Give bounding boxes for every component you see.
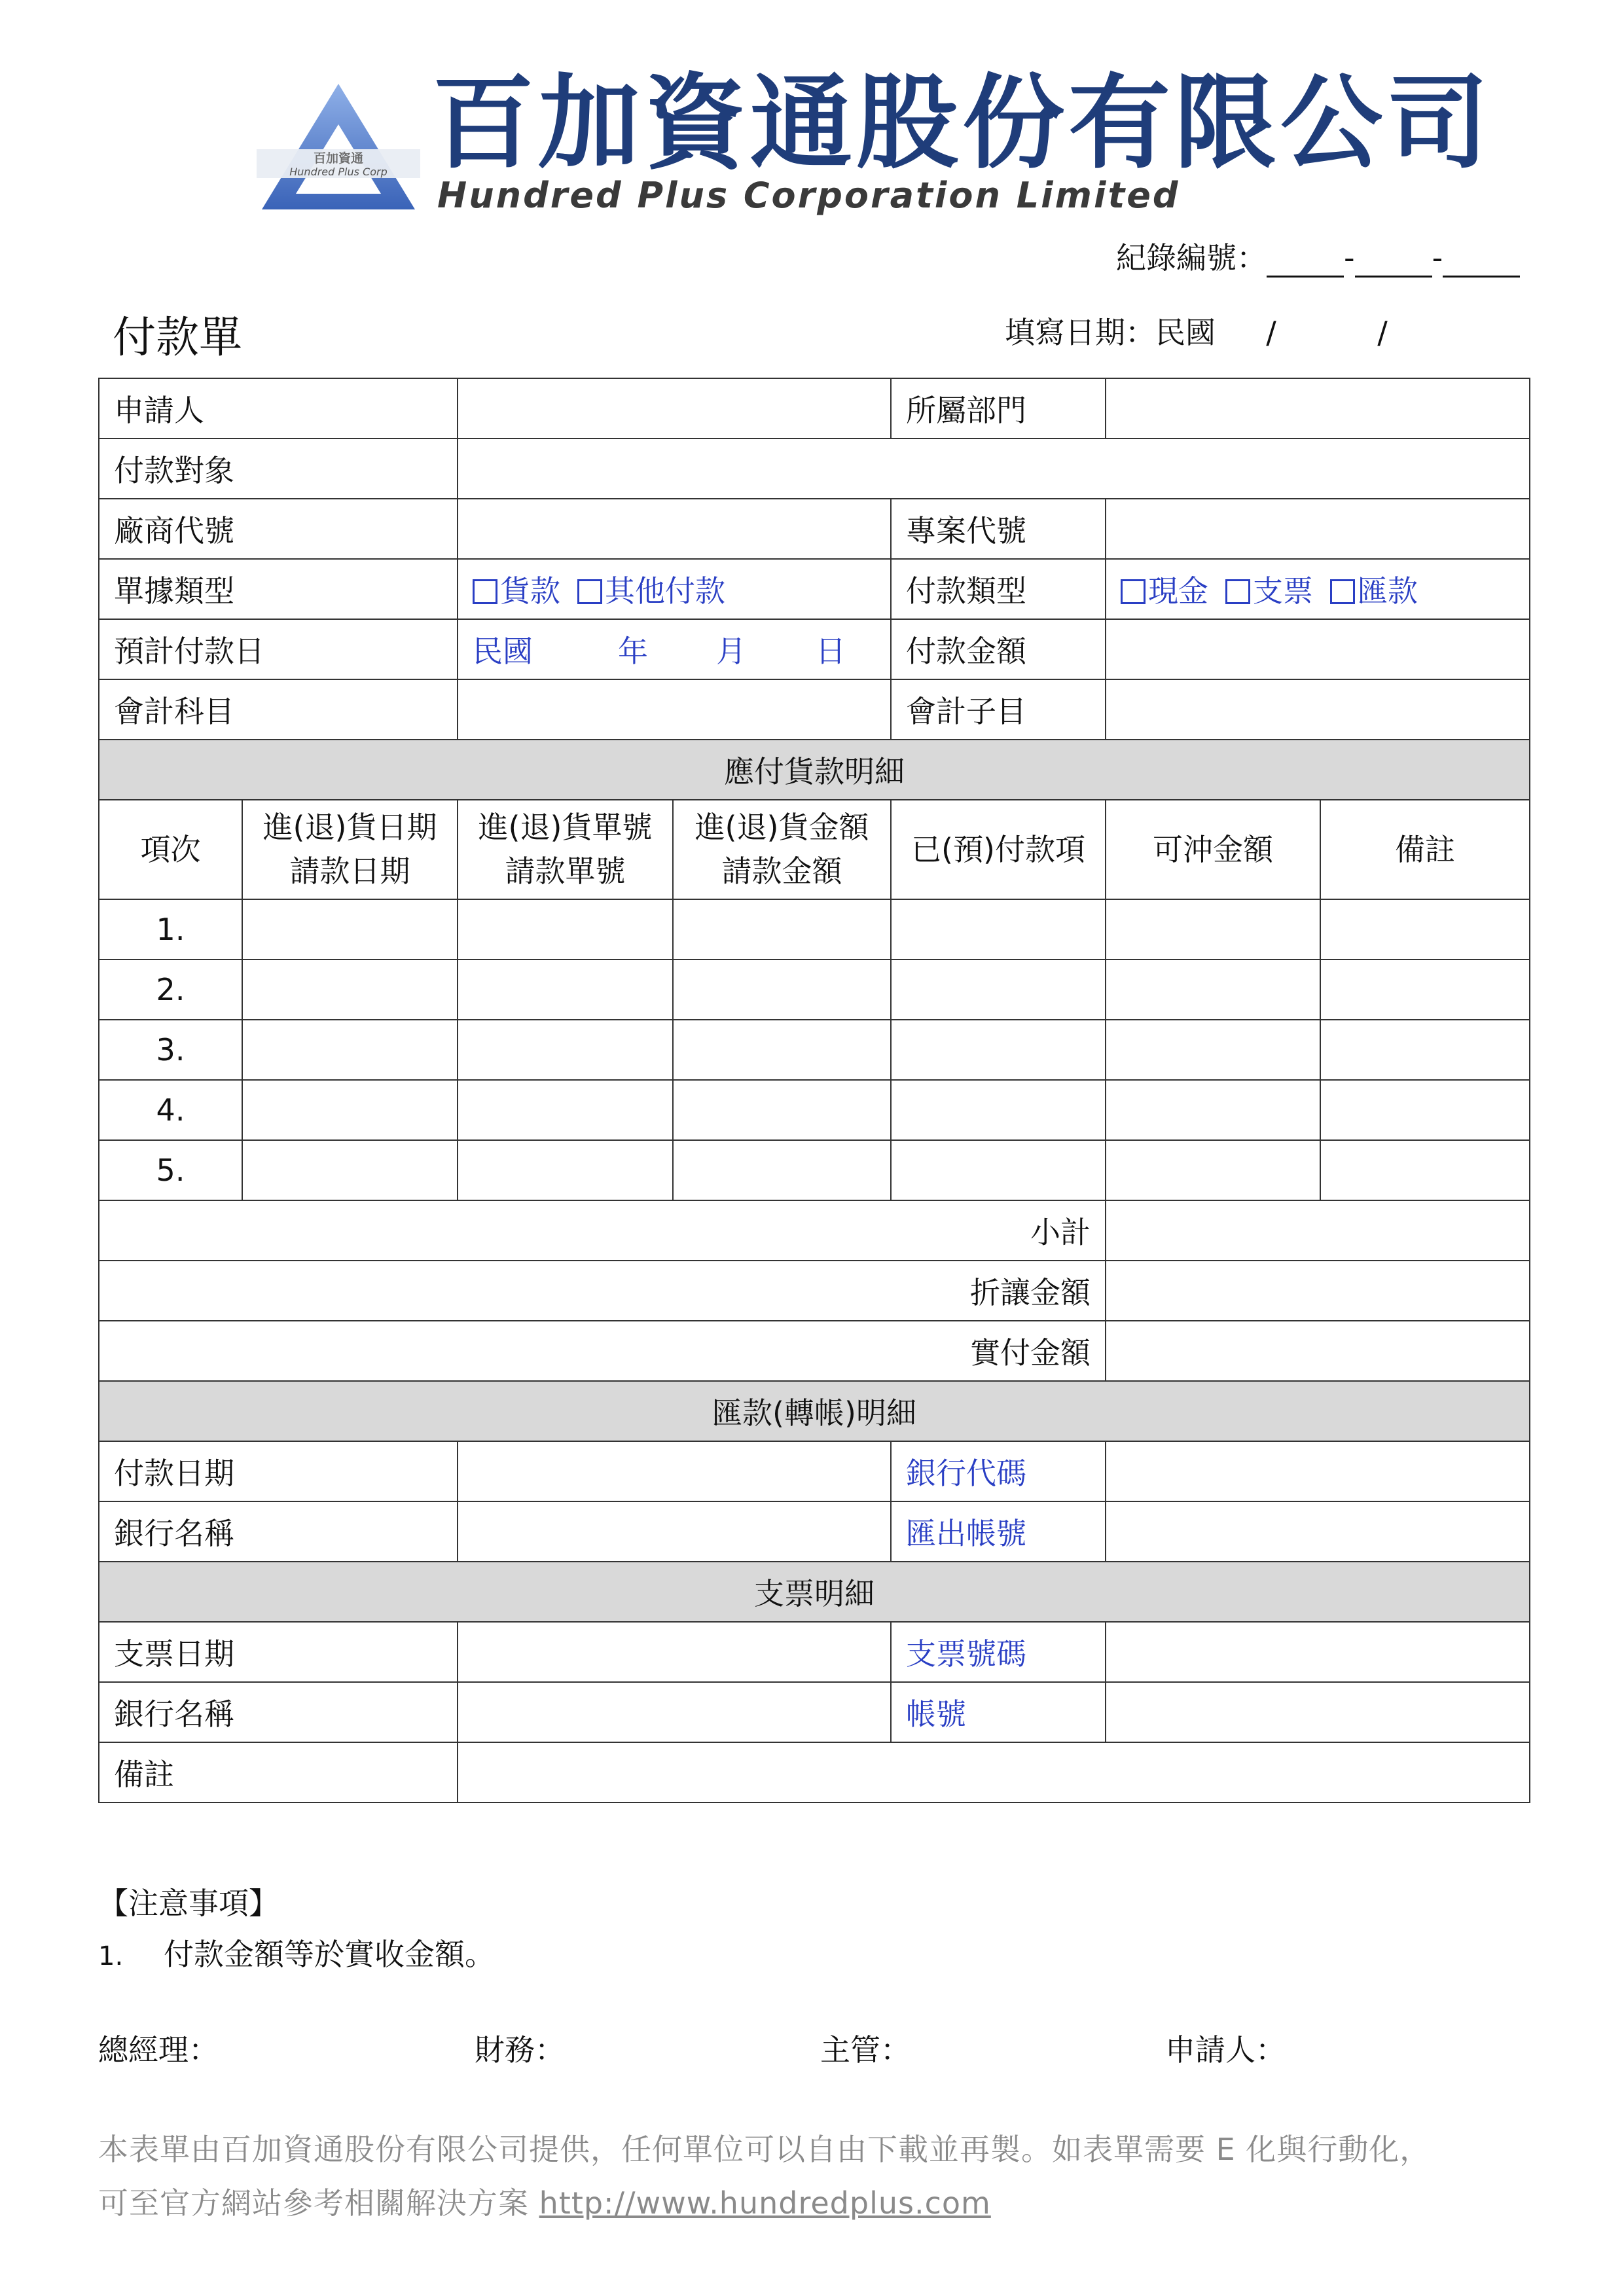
- cheque-date-field[interactable]: [458, 1622, 891, 1682]
- section-header-row: [99, 1562, 1530, 1622]
- cell[interactable]: [891, 1140, 1106, 1200]
- record-number: [1116, 234, 1520, 278]
- cell[interactable]: [1106, 899, 1320, 960]
- label-discount: 折讓金額: [99, 1261, 1106, 1321]
- record-blank-1[interactable]: [1267, 245, 1344, 278]
- label-subtotal: 小計: [99, 1200, 1106, 1261]
- label-cheque-bank-name: 銀行名稱: [99, 1682, 458, 1742]
- date-slash-1: /: [1266, 315, 1276, 350]
- subtotal-field[interactable]: [1106, 1200, 1530, 1261]
- table-row: [99, 619, 1530, 679]
- fill-date: [1005, 309, 1438, 352]
- checkbox-icon[interactable]: [1121, 579, 1146, 604]
- cell[interactable]: [458, 960, 673, 1020]
- actual-paid-field[interactable]: [1106, 1321, 1530, 1381]
- account-subject-field[interactable]: [458, 679, 891, 740]
- applicant-field[interactable]: [458, 378, 891, 439]
- date-day: 日: [816, 634, 846, 669]
- label-expected-date: 預計付款日: [99, 619, 458, 679]
- table-row: [99, 1200, 1530, 1261]
- label-doc-type: 單據類型: [99, 559, 458, 619]
- bank-code-field[interactable]: [1106, 1441, 1530, 1501]
- vendor-code-field[interactable]: [458, 499, 891, 559]
- pay-date-field[interactable]: [458, 1441, 891, 1501]
- label-pay-type: 付款類型: [891, 559, 1106, 619]
- checkbox-icon[interactable]: [1330, 579, 1355, 604]
- table-row: [99, 378, 1530, 439]
- record-sep-1: -: [1344, 240, 1355, 276]
- doc-type-goods[interactable]: 貨款: [473, 573, 560, 609]
- notes-title: 【注意事項】: [98, 1886, 279, 1921]
- cheque-bank-name-field[interactable]: [458, 1682, 891, 1742]
- expected-date-field[interactable]: [458, 619, 891, 679]
- date-slash-2: /: [1377, 315, 1388, 350]
- cell[interactable]: [1320, 1080, 1530, 1140]
- date-year: 年: [618, 634, 648, 669]
- table-row: [99, 1682, 1530, 1742]
- section-payable-details: 應付貨款明細: [99, 740, 1530, 800]
- cell[interactable]: [1106, 1080, 1320, 1140]
- section-header-row: [99, 1381, 1530, 1441]
- cell[interactable]: [458, 1140, 673, 1200]
- record-number-label: 紀錄編號：: [1116, 240, 1267, 276]
- amount-field[interactable]: [1106, 619, 1530, 679]
- cell[interactable]: [1106, 960, 1320, 1020]
- cell[interactable]: [458, 1020, 673, 1080]
- cell[interactable]: [673, 1020, 891, 1080]
- triangle-logo-icon: [257, 79, 420, 216]
- pay-type-remit[interactable]: 匯款: [1330, 573, 1418, 609]
- svg-text:Hundred Plus Corp: Hundred Plus Corp: [289, 166, 388, 178]
- table-row: [99, 960, 1530, 1020]
- row-number: 5.: [99, 1140, 242, 1200]
- table-row: [99, 1020, 1530, 1080]
- account-field[interactable]: [1106, 1682, 1530, 1742]
- col-remark: 備註: [1320, 800, 1530, 899]
- label-cheque-date: 支票日期: [99, 1622, 458, 1682]
- cell[interactable]: [673, 1140, 891, 1200]
- company-name-zh: 百加資通股份有限公司: [432, 63, 1492, 183]
- footer-note: 本表單由百加資通股份有限公司提供，任何單位可以自由下載並再製。如表單需要 E 化與行動化，: [98, 2132, 1431, 2167]
- table-row: [99, 1261, 1530, 1321]
- doc-type-options: [458, 559, 891, 619]
- col-date: 進(退)貨日期 請款日期: [242, 800, 458, 899]
- pay-type-cash[interactable]: 現金: [1121, 573, 1208, 609]
- doc-type-other[interactable]: 其他付款: [577, 573, 725, 609]
- col-doc-no: 進(退)貨單號 請款單號: [458, 800, 673, 899]
- signature-finance: 財務：: [475, 2032, 565, 2068]
- table-row: [99, 1321, 1530, 1381]
- table-row: [99, 1080, 1530, 1140]
- signature-gm: 總經理：: [98, 2032, 219, 2068]
- label-actual-paid: 實付金額: [99, 1321, 1106, 1381]
- cell[interactable]: [673, 960, 891, 1020]
- signature-applicant: 申請人：: [1165, 2032, 1286, 2068]
- table-row: [99, 679, 1530, 740]
- label-bank-code: 銀行代碼: [891, 1441, 1106, 1501]
- label-cheque-no: 支票號碼: [891, 1622, 1106, 1682]
- notes-item-text: 付款金額等於實收金額。: [164, 1937, 495, 1972]
- svg-text:百加資通: 百加資通: [313, 151, 364, 166]
- cell[interactable]: [1320, 899, 1530, 960]
- remit-bank-name-field[interactable]: [458, 1501, 891, 1562]
- project-code-field[interactable]: [1106, 499, 1530, 559]
- checkbox-icon[interactable]: [1225, 579, 1250, 604]
- cell[interactable]: [1106, 1140, 1320, 1200]
- cheque-no-field[interactable]: [1106, 1622, 1530, 1682]
- cell[interactable]: [673, 899, 891, 960]
- label-remark: 備註: [99, 1742, 458, 1803]
- cell[interactable]: [673, 1080, 891, 1140]
- table-row: [99, 899, 1530, 960]
- footer-note-2: [98, 2179, 991, 2223]
- label-pay-date: 付款日期: [99, 1441, 458, 1501]
- cell[interactable]: [458, 899, 673, 960]
- date-month: 月: [716, 634, 746, 669]
- label-account: 帳號: [891, 1682, 1106, 1742]
- date-era: 民國: [473, 634, 533, 669]
- label-account-sub: 會計子目: [891, 679, 1106, 740]
- label-out-account: 匯出帳號: [891, 1501, 1106, 1562]
- cell[interactable]: [242, 899, 458, 960]
- discount-field[interactable]: [1106, 1261, 1530, 1321]
- section-header-row: [99, 740, 1530, 800]
- section-remit-details: 匯款(轉帳)明細: [99, 1381, 1530, 1441]
- col-amount: 進(退)貨金額 請款金額: [673, 800, 891, 899]
- cell[interactable]: [1106, 1020, 1320, 1080]
- checkbox-icon[interactable]: [473, 579, 497, 604]
- record-blank-3[interactable]: [1443, 245, 1520, 278]
- cell[interactable]: [1320, 960, 1530, 1020]
- cell[interactable]: [1320, 1140, 1530, 1200]
- row-number: 1.: [99, 899, 242, 960]
- col-prepaid: 已(預)付款項: [891, 800, 1106, 899]
- label-amount: 付款金額: [891, 619, 1106, 679]
- cell[interactable]: [891, 1020, 1106, 1080]
- table-row: [99, 1140, 1530, 1200]
- label-vendor-code: 廠商代號: [99, 499, 458, 559]
- form-title: 付款單: [113, 312, 242, 363]
- col-item: 項次: [99, 800, 242, 899]
- out-account-field[interactable]: [1106, 1501, 1530, 1562]
- table-row: [99, 1622, 1530, 1682]
- company-name-en: Hundred Plus Corporation Limited: [437, 175, 1180, 216]
- table-row: [99, 1441, 1530, 1501]
- record-sep-2: -: [1432, 240, 1443, 276]
- label-project-code: 專案代號: [891, 499, 1106, 559]
- cell[interactable]: [458, 1080, 673, 1140]
- table-row: [99, 1742, 1530, 1803]
- section-cheque-details: 支票明細: [99, 1562, 1530, 1622]
- table-row: [99, 439, 1530, 499]
- label-applicant: 申請人: [99, 378, 458, 439]
- pay-type-cheque[interactable]: 支票: [1225, 573, 1313, 609]
- department-field[interactable]: [1106, 378, 1530, 439]
- pay-type-options: [1106, 559, 1530, 619]
- cell[interactable]: [891, 899, 1106, 960]
- row-number: 3.: [99, 1020, 242, 1080]
- signature-manager: 主管：: [820, 2032, 911, 2068]
- record-blank-2[interactable]: [1355, 245, 1432, 278]
- label-remit-bank-name: 銀行名稱: [99, 1501, 458, 1562]
- website-link[interactable]: http://www.hundredplus.com: [539, 2185, 991, 2221]
- remark-field[interactable]: [458, 1742, 1530, 1803]
- checkbox-icon[interactable]: [577, 579, 602, 604]
- notes-item: [98, 1931, 495, 1974]
- cell[interactable]: [891, 960, 1106, 1020]
- label-payee: 付款對象: [99, 439, 458, 499]
- cell[interactable]: [891, 1080, 1106, 1140]
- account-sub-field[interactable]: [1106, 679, 1530, 740]
- payment-form-table: [98, 378, 1530, 1803]
- fill-date-label: 填寫日期：民國: [1005, 315, 1216, 350]
- cell[interactable]: [1320, 1020, 1530, 1080]
- col-offset: 可沖金額: [1106, 800, 1320, 899]
- table-row: [99, 499, 1530, 559]
- row-number: 2.: [99, 960, 242, 1020]
- label-account-subject: 會計科目: [99, 679, 458, 740]
- table-header-row: [99, 800, 1530, 899]
- cell[interactable]: [242, 1140, 458, 1200]
- footer-note-prefix: 可至官方網站參考相關解決方案: [98, 2185, 539, 2221]
- cell[interactable]: [242, 1020, 458, 1080]
- payee-field[interactable]: [458, 439, 1530, 499]
- notes-item-number: 1.: [98, 1941, 124, 1971]
- cell[interactable]: [242, 1080, 458, 1140]
- table-row: [99, 559, 1530, 619]
- row-number: 4.: [99, 1080, 242, 1140]
- cell[interactable]: [242, 960, 458, 1020]
- label-department: 所屬部門: [891, 378, 1106, 439]
- table-row: [99, 1501, 1530, 1562]
